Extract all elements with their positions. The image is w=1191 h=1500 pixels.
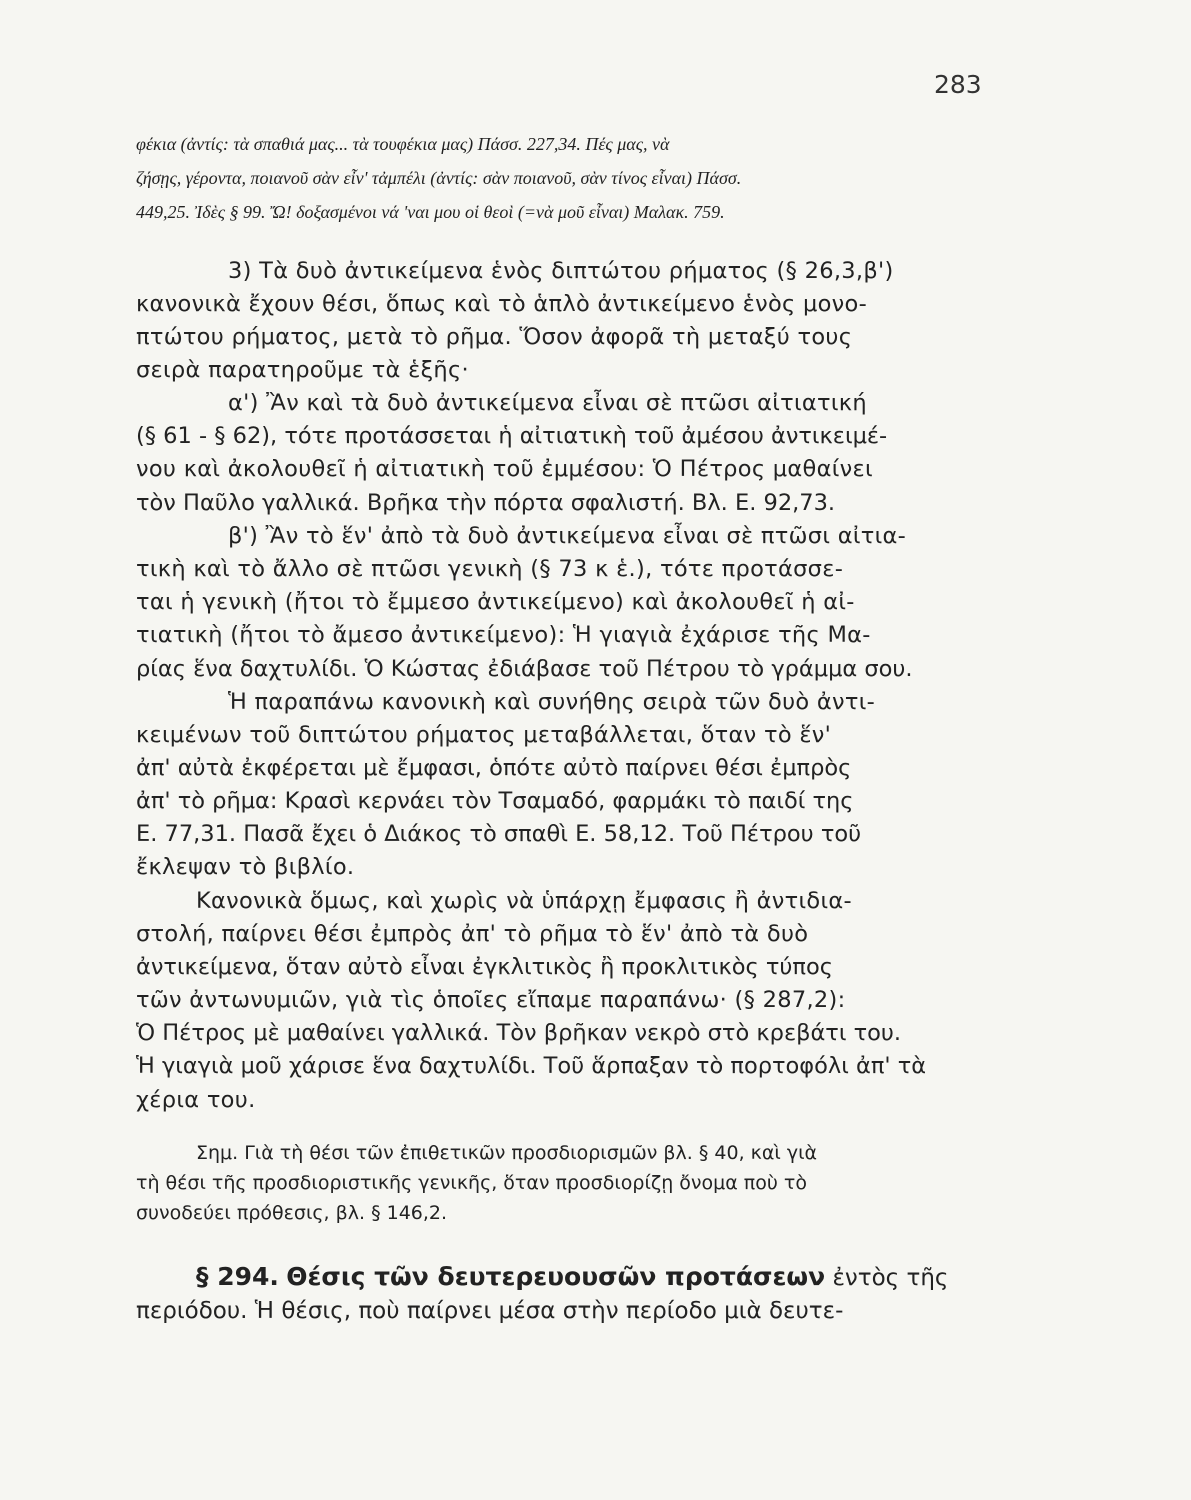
paragraph-line: Κανονικὰ ὅμως, καὶ χωρὶς νὰ ὑπάρχῃ ἔμφασις ἢ ἀντιδια- [196,888,852,914]
paragraph-line: ἔκλεψαν τὸ βιβλίο. [136,854,355,880]
paragraph-line: ἀπ' τὸ ρῆμα: Κρασὶ κερνάει τὸν Τσαμαδό, φαρμάκι τὸ παιδί της [136,788,854,814]
note-line: συνοδεύει πρόθεσις, βλ. § 146,2. [136,1202,448,1224]
paragraph-line: κειμένων τοῦ διπτώτου ρήματος μεταβάλλεται, ὅταν τὸ ἕν' [136,722,832,748]
note-line: Σημ. Γιὰ τὴ θέσι τῶν ἐπιθετικῶν προσδιορισμῶν βλ. § 40, καὶ γιὰ [196,1142,818,1164]
paragraph-line: ται ἡ γενικὴ (ἤτοι τὸ ἔμμεσο ἀντικείμενο) καὶ ἀκολουθεῖ ἡ αἰ- [136,589,855,615]
paragraph-line: στολή, παίρνει θέσι ἐμπρὸς ἀπ' τὸ ρῆμα τὸ ἕν' ἀπὸ τὰ δυὸ [136,921,809,947]
paragraph-line: 3) Τὰ δυὸ ἀντικείμενα ἑνὸς διπτώτου ρήματος (§ 26,3,β') [228,258,894,284]
paragraph-line: Ὁ Πέτρος μὲ μαθαίνει γαλλικά. Τὸν βρῆκαν νεκρὸ στὸ κρεβάτι του. [136,1020,902,1046]
section-text-line: περιόδου. Ἡ θέσις, ποὺ παίρνει μέσα στὴν περίοδο μιὰ δευτε- [136,1298,844,1324]
paragraph-line: ρίας ἕνα δαχτυλίδι. Ὁ Κώστας ἐδιάβασε τοῦ Πέτρου τὸ γράμμα σου. [136,656,913,682]
paragraph-line: νου καὶ ἀκολουθεῖ ἡ αἰτιατικὴ τοῦ ἐμμέσου: Ὁ Πέτρος μαθαίνει [136,456,873,482]
paragraph-line: β') Ἂν τὸ ἕν' ἀπὸ τὰ δυὸ ἀντικείμενα εἶναι σὲ πτῶσι αἰτια- [228,523,907,549]
paragraph-line: Ἡ γιαγιὰ μοῦ χάρισε ἕνα δαχτυλίδι. Τοῦ ἅρπαξαν τὸ πορτοφόλι ἀπ' τὰ [136,1053,927,1079]
paragraph-line: Ε. 77,31. Πασᾶ ἔχει ὁ Διάκος τὸ σπαθὶ Ε. 58,12. Τοῦ Πέτρου τοῦ [136,821,862,847]
section-heading-line [196,1262,948,1291]
paragraph-line: κανονικὰ ἔχουν θέσι, ὅπως καὶ τὸ ἁπλὸ ἀντικείμενο ἑνὸς μονο- [136,291,868,317]
section-title-rest: ἐντὸς τῆς [832,1265,949,1291]
footnote-line: φέκια (ἀντίς: τὰ σπαθιά μας... τὰ τουφέκια μας) Πάσσ. 227,34. Πές μας, νὰ [136,134,670,154]
footnote-line: ζήσῃς, γέροντα, ποιανοῦ σὰν εἶν' τἀμπέλι (ἀντίς: σὰν ποιανοῦ, σὰν τίνος εἶναι) Πάσσ. [136,168,742,188]
page-number: 283 [934,70,982,99]
note-line: τὴ θέσι τῆς προσδιοριστικῆς γενικῆς, ὅταν προσδιορίζῃ ὄνομα ποὺ τὸ [136,1172,807,1194]
section-title: Θέσις τῶν δευτερευουσῶν προτάσεων [286,1262,826,1291]
paragraph-line: χέρια του. [136,1087,256,1113]
paragraph-line: Ἡ παραπάνω κανονικὴ καὶ συνήθης σειρὰ τῶν δυὸ ἀντι- [228,689,876,715]
paragraph-line: σειρὰ παρατηροῦμε τὰ ἑξῆς· [136,357,469,383]
paragraph-line: (§ 61 - § 62), τότε προτάσσεται ἡ αἰτιατικὴ τοῦ ἀμέσου ἀντικειμέ- [136,423,888,449]
paragraph-line: τικὴ καὶ τὸ ἄλλο σὲ πτῶσι γενικὴ (§ 73 κ ἑ.), τότε προτάσσε- [136,556,844,582]
paragraph-line: α') Ἂν καὶ τὰ δυὸ ἀντικείμενα εἶναι σὲ πτῶσι αἰτιατική [228,390,867,416]
footnote-line: 449,25. Ἰδὲς § 99. Ὤ! δοξασμένοι νά 'ναι μου οἱ θεοὶ (=νὰ μοῦ εἶναι) Μαλακ. 759. [136,202,725,222]
paragraph-line: ἀπ' αὐτὰ ἐκφέρεται μὲ ἔμφασι, ὁπότε αὐτὸ παίρνει θέσι ἐμπρὸς [136,755,852,781]
paragraph-line: τῶν ἀντωνυμιῶν, γιὰ τὶς ὁποῖες εἴπαμε παραπάνω· (§ 287,2): [136,987,846,1013]
paragraph-line: τὸν Παῦλο γαλλικά. Βρῆκα τὴν πόρτα σφαλιστή. Βλ. Ε. 92,73. [136,490,836,516]
paragraph-line: πτώτου ρήματος, μετὰ τὸ ρῆμα. Ὅσον ἀφορᾶ τὴ μεταξύ τους [136,324,853,350]
section-number: § 294. [196,1262,279,1291]
paragraph-line: ἀντικείμενα, ὅταν αὐτὸ εἶναι ἐγκλιτικὸς ἢ προκλιτικὸς τύπος [136,954,833,980]
paragraph-line: τιατικὴ (ἤτοι τὸ ἄμεσο ἀντικείμενο): Ἡ γιαγιὰ ἐχάρισε τῆς Μα- [136,622,871,648]
